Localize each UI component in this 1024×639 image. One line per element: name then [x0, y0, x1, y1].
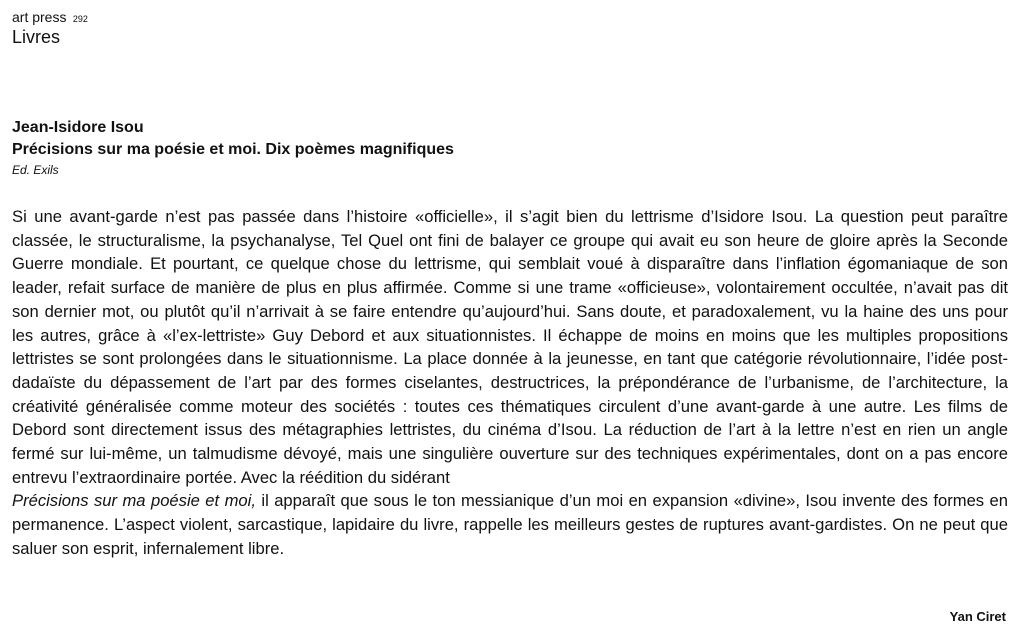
publication-name: art press [12, 9, 67, 25]
section-title: Livres [12, 27, 61, 47]
review-body [12, 205, 1008, 561]
book-author: Jean-Isidore Isou [12, 119, 144, 136]
issue-number: 292 [72, 14, 88, 24]
publication-line [12, 10, 88, 26]
review-header [12, 117, 454, 179]
review-signature: Yan Ciret [949, 609, 1006, 624]
review-body-italic-title: Précisions sur ma poésie et moi, [12, 491, 256, 511]
book-publisher: Ed. Exils [12, 163, 59, 177]
review-body-text-1: Si une avant-garde n’est pas passée dans l’histoire «officielle», il s’agit bien du lettrisme d’Isidore Isou. La question peut paraître classée, le structuralisme, la psychanalyse, Tel Quel ont fini de balayer ce groupe qui avait eu son heure de gloire après la Seconde Guerre mondiale. Et pourtant, ce quelque chose du lettrisme, qui semblait voué à disparaître dans l’inflation égomaniaque de son leader, refait surface de manière de plus en plus affirmée. Comme si une trame «officieuse», volontairement occultée, n’avait pas dit son dernier mot, ou plutôt qu’il n’arrivait à se faire entendre qu’aujourd’hui. Sans doute, et paradoxalement, vu la haine des uns pour les autres, grâce à «l’ex-lettriste» Guy Debord et aux situationnistes. Il échappe de moins en moins que les multiples propositions lettristes se sont prolongées dans le situationnisme. La place donnée à la jeunesse, en tant que catégorie révolutionnaire, l’idée post-dadaïste du dépassement de l’art par des formes ciselantes, destructrices, la prépondérance de l’urbanisme, de l’architecture, la créativité généralisée comme moteur des sociétés : toutes ces thématiques circulent d’une avant-garde à une autre. Les films de Debord sont directement issus des métagraphies lettristes, du cinéma d’Isou. La réduction de l’art à la lettre n’est en rien un angle fermé sur lui-même, un talmudisme dévoyé, mais une singulière ouverture sur des techniques expérimentales, dont on a pas encore entrevu l’extraordinaire portée. Avec la réédition du sidérant [12, 207, 1008, 487]
masthead [12, 10, 88, 46]
book-title: Précisions sur ma poésie et moi. Dix poèmes magnifiques [12, 141, 454, 158]
review-body-text-2: il apparaît que sous le ton messianique d’un moi en expansion «divine», Isou invente des formes en permanence. L’aspect violent, sarcastique, lapidaire du livre, rappelle les meilleurs gestes de ruptures avant-gardistes. On ne peut que saluer son esprit, infernalement libre. [12, 491, 1008, 558]
